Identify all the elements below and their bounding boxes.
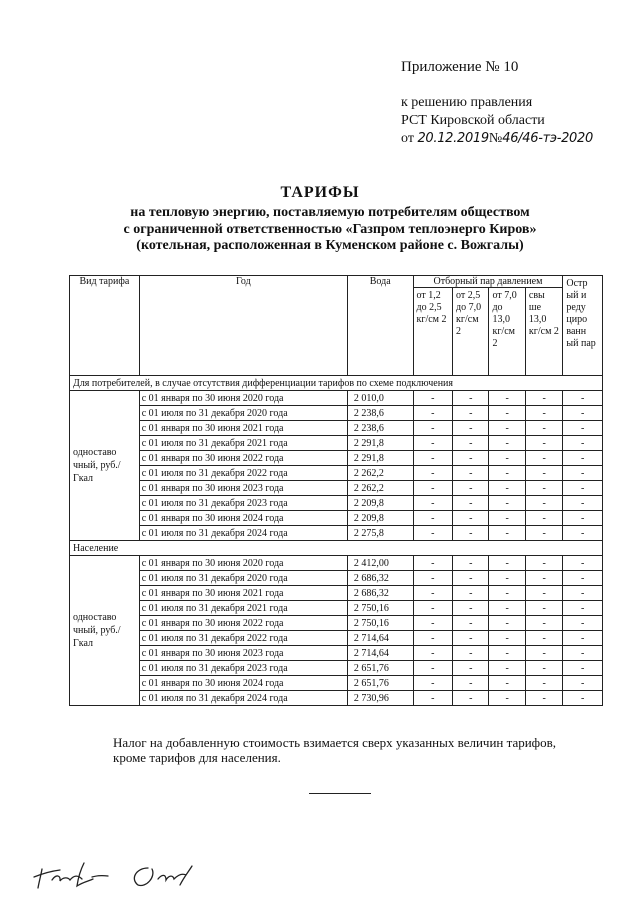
empty-steam-cell: - [453,691,489,706]
empty-steam-cell: - [563,556,603,571]
empty-steam-cell: - [413,451,453,466]
water-tariff-cell: 2 750,16 [347,601,413,616]
table-row [70,481,603,496]
empty-steam-cell: - [563,661,603,676]
empty-steam-cell: - [413,571,453,586]
empty-steam-cell: - [563,586,603,601]
empty-steam-cell: - [453,436,489,451]
table-row [70,616,603,631]
empty-steam-cell: - [563,436,603,451]
empty-steam-cell: - [413,601,453,616]
empty-steam-cell: - [453,571,489,586]
empty-steam-cell: - [525,481,563,496]
empty-steam-cell: - [453,586,489,601]
empty-steam-cell: - [525,646,563,661]
empty-steam-cell: - [525,391,563,406]
appendix-number: Приложение № 10 [401,59,519,75]
table-row [70,571,603,586]
empty-steam-cell: - [489,691,525,706]
empty-steam-cell: - [489,616,525,631]
empty-steam-cell: - [489,571,525,586]
decision-line-2: РСТ Кировской области [401,113,545,128]
table-row [70,436,603,451]
empty-steam-cell: - [525,556,563,571]
empty-steam-cell: - [489,391,525,406]
empty-steam-cell: - [489,661,525,676]
separator-line [309,793,371,794]
empty-steam-cell: - [489,451,525,466]
empty-steam-cell: - [525,571,563,586]
empty-steam-cell: - [453,511,489,526]
empty-steam-cell: - [525,436,563,451]
empty-steam-cell: - [489,511,525,526]
period-cell: с 01 января по 30 июня 2023 года [139,481,347,496]
empty-steam-cell: - [489,406,525,421]
empty-steam-cell: - [413,676,453,691]
empty-steam-cell: - [453,466,489,481]
empty-steam-cell: - [413,646,453,661]
empty-steam-cell: - [489,556,525,571]
table-row [70,586,603,601]
handwritten-date: 20.12.2019 [417,131,489,146]
empty-steam-cell: - [453,391,489,406]
tariff-unit-cell: одноставо чный, руб./Гкал [70,391,140,541]
category-row: Население [70,541,603,556]
empty-steam-cell: - [453,556,489,571]
empty-steam-cell: - [413,481,453,496]
empty-steam-cell: - [413,691,453,706]
subtitle-line-2: с ограниченной ответственностью «Газпром теплоэнерго Киров» [123,221,537,237]
empty-steam-cell: - [563,691,603,706]
empty-steam-cell: - [489,631,525,646]
empty-steam-cell: - [453,451,489,466]
table-row [70,691,603,706]
header-steam-col: от 2,5 до 7,0 кг/см 2 [453,288,489,376]
header-year: Год [139,276,347,376]
empty-steam-cell: - [563,406,603,421]
table-row [70,406,603,421]
water-tariff-cell: 2 714,64 [347,631,413,646]
water-tariff-cell: 2 238,6 [347,421,413,436]
header-sharp-steam: Остр ый и реду циро ванн ый пар [563,276,603,376]
empty-steam-cell: - [453,661,489,676]
empty-steam-cell: - [563,631,603,646]
water-tariff-cell: 2 209,8 [347,496,413,511]
empty-steam-cell: - [413,406,453,421]
empty-steam-cell: - [489,466,525,481]
empty-steam-cell: - [453,406,489,421]
tariff-table-body [70,376,603,706]
subtitle-line-3: (котельная, расположенная в Куменском районе с. Вожгалы) [136,238,524,253]
empty-steam-cell: - [489,601,525,616]
table-row [70,661,603,676]
empty-steam-cell: - [413,586,453,601]
water-tariff-cell: 2 714,64 [347,646,413,661]
empty-steam-cell: - [563,391,603,406]
table-row [70,466,603,481]
period-cell: с 01 июля по 31 декабря 2020 года [139,571,347,586]
period-cell: с 01 июля по 31 декабря 2022 года [139,466,347,481]
empty-steam-cell: - [489,646,525,661]
empty-steam-cell: - [489,496,525,511]
empty-steam-cell: - [413,631,453,646]
table-row [70,556,603,571]
empty-steam-cell: - [525,586,563,601]
tax-note-line-2: кроме тарифов для населения. [113,750,281,765]
table-row [70,676,603,691]
header-steam-col: от 1,2 до 2,5 кг/см 2 [413,288,453,376]
empty-steam-cell: - [525,496,563,511]
empty-steam-cell: - [453,421,489,436]
document-title: ТАРИФЫ [280,184,360,201]
category-row: Для потребителей, в случае отсутствия дифференциации тарифов по схеме подключения [70,376,603,391]
table-row [70,526,603,541]
empty-steam-cell: - [525,601,563,616]
header-tariff-type: Вид тарифа [70,276,140,376]
water-tariff-cell: 2 686,32 [347,571,413,586]
empty-steam-cell: - [525,691,563,706]
empty-steam-cell: - [489,481,525,496]
table-row [70,646,603,661]
empty-steam-cell: - [563,571,603,586]
signature [30,855,220,893]
period-cell: с 01 января по 30 июня 2024 года [139,676,347,691]
empty-steam-cell: - [525,676,563,691]
header-steam-col: от 7,0 до 13,0 кг/см 2 [489,288,525,376]
period-cell: с 01 июля по 31 декабря 2021 года [139,436,347,451]
water-tariff-cell: 2 750,16 [347,616,413,631]
empty-steam-cell: - [563,496,603,511]
empty-steam-cell: - [413,421,453,436]
empty-steam-cell: - [563,676,603,691]
water-tariff-cell: 2 651,76 [347,676,413,691]
empty-steam-cell: - [453,496,489,511]
empty-steam-cell: - [525,451,563,466]
water-tariff-cell: 2 209,8 [347,511,413,526]
number-sign: № [488,131,503,146]
empty-steam-cell: - [563,616,603,631]
empty-steam-cell: - [413,436,453,451]
period-cell: с 01 января по 30 июня 2022 года [139,451,347,466]
empty-steam-cell: - [525,511,563,526]
water-tariff-cell: 2 262,2 [347,466,413,481]
period-cell: с 01 июля по 31 декабря 2024 года [139,691,347,706]
table-row [70,451,603,466]
empty-steam-cell: - [489,526,525,541]
empty-steam-cell: - [489,436,525,451]
period-cell: с 01 января по 30 июня 2023 года [139,646,347,661]
empty-steam-cell: - [525,406,563,421]
period-cell: с 01 января по 30 июня 2022 года [139,616,347,631]
empty-steam-cell: - [413,661,453,676]
tax-note-line-1: Налог на добавленную стоимость взимается сверх указанных величин тарифов, [113,735,556,750]
empty-steam-cell: - [525,661,563,676]
water-tariff-cell: 2 238,6 [347,406,413,421]
empty-steam-cell: - [563,466,603,481]
period-cell: с 01 января по 30 июня 2021 года [139,421,347,436]
empty-steam-cell: - [413,526,453,541]
empty-steam-cell: - [453,481,489,496]
empty-steam-cell: - [489,676,525,691]
table-row [70,391,603,406]
empty-steam-cell: - [453,616,489,631]
empty-steam-cell: - [563,511,603,526]
empty-steam-cell: - [413,616,453,631]
water-tariff-cell: 2 730,96 [347,691,413,706]
tariff-table [69,275,603,706]
table-row [70,511,603,526]
empty-steam-cell: - [525,466,563,481]
period-cell: с 01 июля по 31 декабря 2020 года [139,406,347,421]
period-cell: с 01 января по 30 июня 2024 года [139,511,347,526]
period-cell: с 01 июля по 31 декабря 2024 года [139,526,347,541]
empty-steam-cell: - [563,601,603,616]
handwritten-number: 46/46-тэ-2020 [502,131,593,146]
empty-steam-cell: - [563,646,603,661]
water-tariff-cell: 2 291,8 [347,436,413,451]
empty-steam-cell: - [489,421,525,436]
period-cell: с 01 января по 30 июня 2021 года [139,586,347,601]
empty-steam-cell: - [563,481,603,496]
table-row [70,421,603,436]
empty-steam-cell: - [525,526,563,541]
empty-steam-cell: - [453,526,489,541]
empty-steam-cell: - [563,421,603,436]
period-cell: с 01 июля по 31 декабря 2022 года [139,631,347,646]
empty-steam-cell: - [453,646,489,661]
water-tariff-cell: 2 010,0 [347,391,413,406]
header-steam-col: свы ше 13,0 кг/см 2 [525,288,563,376]
period-cell: с 01 января по 30 июня 2020 года [139,391,347,406]
water-tariff-cell: 2 412,00 [347,556,413,571]
period-cell: с 01 января по 30 июня 2020 года [139,556,347,571]
empty-steam-cell: - [413,511,453,526]
period-cell: с 01 июля по 31 декабря 2023 года [139,661,347,676]
empty-steam-cell: - [525,421,563,436]
decision-line-1: к решению правления [401,95,533,110]
water-tariff-cell: 2 262,2 [347,481,413,496]
header-steam: Отборный пар давлением [413,276,563,288]
empty-steam-cell: - [453,676,489,691]
document-subtitle [60,205,600,255]
header-water: Вода [347,276,413,376]
water-tariff-cell: 2 275,8 [347,526,413,541]
tariff-unit-cell: одноставо чный, руб./Гкал [70,556,140,706]
empty-steam-cell: - [525,631,563,646]
date-prefix: от [401,131,414,146]
empty-steam-cell: - [453,631,489,646]
empty-steam-cell: - [563,526,603,541]
decision-date-line [401,130,593,148]
water-tariff-cell: 2 651,76 [347,661,413,676]
empty-steam-cell: - [413,391,453,406]
table-row [70,631,603,646]
empty-steam-cell: - [453,601,489,616]
period-cell: с 01 июля по 31 декабря 2021 года [139,601,347,616]
table-row [70,601,603,616]
decision-reference [401,94,593,148]
subtitle-line-1: на тепловую энергию, поставляемую потребителям обществом [130,205,530,220]
empty-steam-cell: - [413,466,453,481]
table-row [70,496,603,511]
period-cell: с 01 июля по 31 декабря 2023 года [139,496,347,511]
empty-steam-cell: - [563,451,603,466]
empty-steam-cell: - [489,586,525,601]
empty-steam-cell: - [525,616,563,631]
empty-steam-cell: - [413,496,453,511]
water-tariff-cell: 2 291,8 [347,451,413,466]
water-tariff-cell: 2 686,32 [347,586,413,601]
empty-steam-cell: - [413,556,453,571]
